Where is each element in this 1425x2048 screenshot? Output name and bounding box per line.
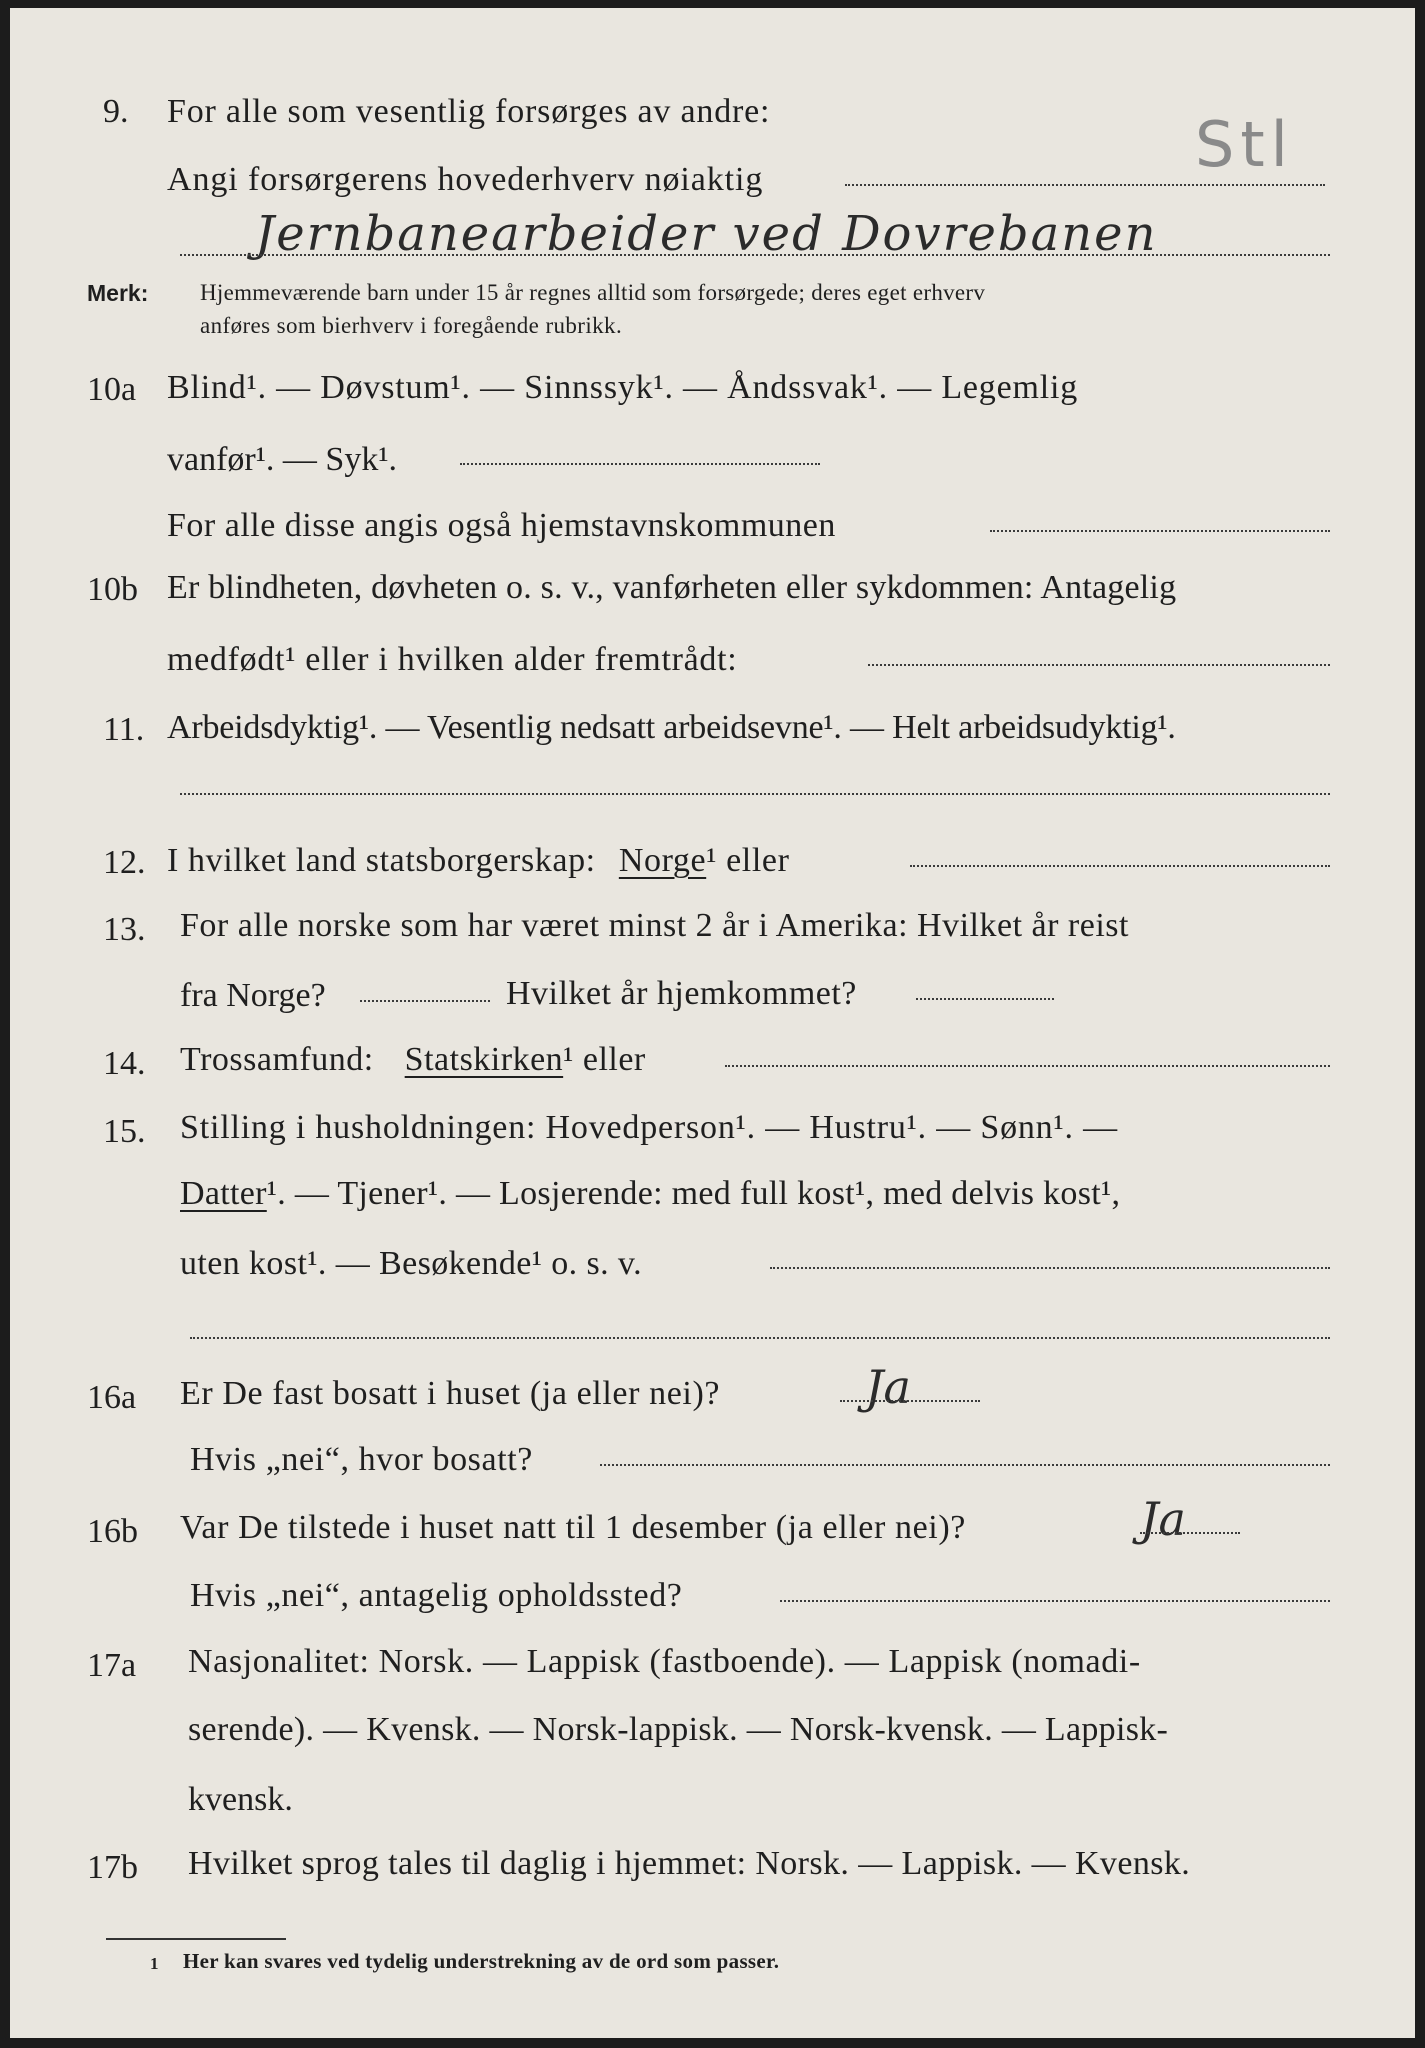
q17a-number: 17a — [87, 1647, 137, 1684]
q16a-fill-line2 — [600, 1464, 1330, 1466]
q9-fill-line — [845, 184, 1325, 186]
q16b-fill-line — [1140, 1532, 1240, 1534]
q16b-line1: Var De tilstede i huset natt til 1 desember (ja eller nei)? — [180, 1509, 966, 1546]
q10b-fill-line — [868, 664, 1330, 666]
q9-number: 9. — [103, 93, 129, 130]
footnote-rule — [106, 1938, 286, 1940]
merk-label: Merk: — [87, 280, 149, 306]
q15-line3: uten kost¹. — Besøkende¹ o. s. v. — [180, 1245, 643, 1282]
q13-line2b: Hvilket år hjemkommet? — [506, 975, 857, 1012]
q9-line1: For alle som vesentlig forsørges av andre: — [167, 93, 771, 130]
q10a-line3: For alle disse angis også hjemstavnskommunen — [167, 507, 836, 544]
q15-fill-line1 — [770, 1267, 1330, 1269]
q10b-line1: Er blindheten, døvheten o. s. v., vanførheten eller sykdommen: Antagelig — [167, 569, 1177, 606]
q16b-number: 16b — [87, 1513, 138, 1550]
q13-fill-line2 — [916, 998, 1054, 1000]
q12-number: 12. — [103, 844, 146, 881]
q15-fill-line2 — [190, 1337, 1330, 1339]
q12-line — [167, 841, 790, 881]
q14-suffix: ¹ eller — [563, 1041, 646, 1078]
q16a-handwritten-answer: Ja — [865, 1360, 911, 1414]
q10a-line1: Blind¹. — Døvstum¹. — Sinnssyk¹. — Åndssvak¹. — Legemlig — [167, 369, 1079, 406]
q12-underlined-answer: Norge — [618, 842, 707, 879]
q16b-line2: Hvis „nei“, antagelig opholdssted? — [190, 1577, 683, 1614]
q11-fill-line — [180, 793, 1330, 795]
q10a-line2: vanfør¹. — Syk¹. — [167, 441, 398, 478]
q9-line2: Angi forsørgerens hovederhverv nøiaktig — [167, 161, 764, 198]
q11-number: 11. — [103, 711, 145, 748]
q12-suffix: ¹ eller — [706, 842, 790, 879]
q13-line2a: fra Norge? — [180, 977, 326, 1014]
q9-handwritten-answer: Jernbanearbeider ved Dovrebanen — [255, 206, 1158, 262]
q10b-number: 10b — [87, 571, 138, 608]
q17b-number: 17b — [87, 1849, 138, 1886]
q15-line2 — [180, 1174, 1120, 1214]
q14-fill-line — [725, 1065, 1330, 1067]
q17a-line3: kvensk. — [188, 1781, 293, 1818]
q12-fill-line — [910, 865, 1330, 867]
census-form-page — [10, 8, 1415, 2038]
q10a-fill-line2 — [990, 530, 1330, 532]
q16a-line1: Er De fast bosatt i huset (ja eller nei)? — [180, 1375, 721, 1412]
merk-line1: Hjemmeværende barn under 15 år regnes alltid som forsørgede; deres eget erhverv — [200, 280, 986, 305]
merk-line2: anføres som bierhverv i foregående rubrikk. — [200, 313, 623, 338]
q15-line2-text: ¹. — Tjener¹. — Losjerende: med full kost¹, med delvis kost¹, — [266, 1175, 1121, 1212]
footnote-mark: 1 — [150, 1954, 159, 1973]
q13-line1: For alle norske som har været minst 2 år i Amerika: Hvilket år reist — [180, 907, 1129, 944]
q16a-fill-line — [840, 1400, 980, 1402]
q16b-fill-line2 — [780, 1600, 1330, 1602]
q16b-handwritten-answer: Ja — [1140, 1492, 1186, 1546]
footnote-text: Her kan svares ved tydelig understrekning av de ord som passer. — [183, 1949, 780, 1973]
q14-number: 14. — [103, 1045, 146, 1082]
q10a-number: 10a — [87, 371, 137, 408]
q17a-line2: serende). — Kvensk. — Norsk-lappisk. — Norsk-kvensk. — Lappisk- — [188, 1711, 1169, 1748]
q14-line — [180, 1040, 646, 1080]
q14-prefix: Trossamfund: — [180, 1041, 374, 1078]
q10b-line2: medfødt¹ eller i hvilken alder fremtrådt: — [167, 641, 738, 678]
q17a-line1: Nasjonalitet: Norsk. — Lappisk (fastboende). — Lappisk (nomadi- — [188, 1643, 1141, 1680]
q13-fill-line1 — [360, 1000, 490, 1002]
q15-number: 15. — [103, 1113, 146, 1150]
q16a-number: 16a — [87, 1379, 137, 1416]
q15-line1: Stilling i husholdningen: Hovedperson¹. — Hustru¹. — Sønn¹. — — [180, 1109, 1118, 1146]
q12-prefix: I hvilket land statsborgerskap: — [167, 842, 596, 879]
q13-number: 13. — [103, 911, 146, 948]
q16a-line2: Hvis „nei“, hvor bosatt? — [190, 1441, 533, 1478]
q15-underlined-answer: Datter — [180, 1175, 267, 1212]
q14-underlined-answer: Statskirken — [404, 1041, 564, 1078]
q9-answer-line — [180, 254, 1330, 256]
q11-line1: Arbeidsdyktig¹. — Vesentlig nedsatt arbeidsevne¹. — Helt arbeidsudyktig¹. — [167, 709, 1176, 746]
q10a-fill-line1 — [460, 463, 820, 465]
q17b-line1: Hvilket sprog tales til daglig i hjemmet: Norsk. — Lappisk. — Kvensk. — [188, 1845, 1191, 1882]
q9-stamp: Stl — [1195, 108, 1294, 181]
